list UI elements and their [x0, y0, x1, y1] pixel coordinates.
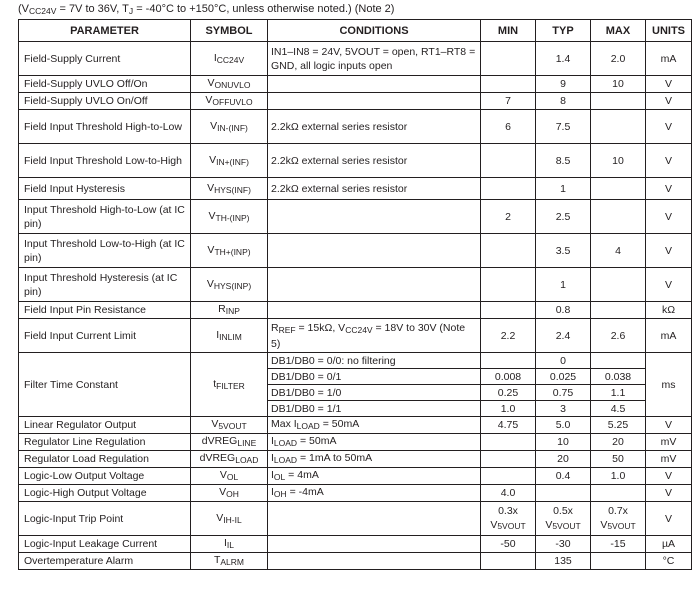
symbol-cell: dVREG$_{LOAD}$	[191, 451, 268, 468]
symbol-cell: $V_{OH}$	[191, 485, 268, 502]
min-cell: 2.2	[481, 319, 536, 353]
param-cell: Filter Time Constant	[19, 353, 191, 417]
table-row	[19, 353, 692, 369]
typ-cell: 0.75	[536, 385, 591, 401]
min-cell	[481, 451, 536, 468]
max-cell: 2.0	[591, 42, 646, 76]
conditions-cell: $I_{LOAD} = 50mA$	[268, 434, 481, 451]
param-cell: Field-Supply UVLO Off/On	[19, 76, 191, 93]
conditions-cell: $I_{OH} = -4mA$	[268, 485, 481, 502]
min-cell: 1.0	[481, 401, 536, 417]
max-cell	[591, 178, 646, 200]
typ-cell: 20	[536, 451, 591, 468]
max-cell: 1.0	[591, 468, 646, 485]
table-row	[19, 302, 692, 319]
typ-cell: -30	[536, 536, 591, 553]
units-cell: V	[646, 502, 692, 536]
table-row	[19, 234, 692, 268]
conditions-cell: DB1/DB0 = 0/0: no filtering	[268, 353, 481, 369]
min-cell: 4.75	[481, 417, 536, 434]
param-cell: Overtemperature Alarm	[19, 553, 191, 570]
symbol-cell: $V_{HYS(INF)}$	[191, 178, 268, 200]
header-min: MIN	[481, 20, 536, 42]
min-cell: 6	[481, 110, 536, 144]
header-units: UNITS	[646, 20, 692, 42]
max-cell	[591, 302, 646, 319]
symbol-cell: dVREG$_{LINE}$	[191, 434, 268, 451]
typ-cell: 3.5	[536, 234, 591, 268]
typ-cell: 1	[536, 268, 591, 302]
max-cell	[591, 553, 646, 570]
typ-cell: 0.5x V5VOUT	[536, 502, 591, 536]
table-row	[19, 42, 692, 76]
conditions-cell	[268, 268, 481, 302]
min-cell: 4.0	[481, 485, 536, 502]
param-cell: Input Threshold Low-to-High (at IC pin)	[19, 234, 191, 268]
units-cell: kΩ	[646, 302, 692, 319]
max-cell: 10	[591, 76, 646, 93]
max-cell: 20	[591, 434, 646, 451]
conditions-cell: Max $I_{LOAD} = 50mA$	[268, 417, 481, 434]
typ-cell: 10	[536, 434, 591, 451]
header-typ: TYP	[536, 20, 591, 42]
units-cell: V	[646, 268, 692, 302]
max-cell	[591, 200, 646, 234]
param-cell: Regulator Line Regulation	[19, 434, 191, 451]
table-row	[19, 553, 692, 570]
units-cell: mV	[646, 434, 692, 451]
param-cell: Logic-Input Trip Point	[19, 502, 191, 536]
table-row	[19, 93, 692, 110]
conditions-cell	[268, 200, 481, 234]
table-row	[19, 502, 692, 536]
min-cell	[481, 144, 536, 178]
param-cell: Field-Supply Current	[19, 42, 191, 76]
typ-cell: 8.5	[536, 144, 591, 178]
units-cell: V	[646, 76, 692, 93]
symbol-cell: $I_{INLIM}$	[191, 319, 268, 353]
table-row	[19, 468, 692, 485]
table-row	[19, 76, 692, 93]
symbol-cell: $V_{HYS(INP)}$	[191, 268, 268, 302]
conditions-cell: DB1/DB0 = 1/1	[268, 401, 481, 417]
max-cell	[591, 485, 646, 502]
units-cell: V	[646, 234, 692, 268]
symbol-cell: $V_{IN-(INF)}$	[191, 110, 268, 144]
typ-cell: 0.025	[536, 369, 591, 385]
min-cell: -50	[481, 536, 536, 553]
header-conditions: CONDITIONS	[268, 20, 481, 42]
min-cell	[481, 468, 536, 485]
symbol-cell: $I_{IL}$	[191, 536, 268, 553]
typ-cell: 1.4	[536, 42, 591, 76]
symbol-cell: $V_{IN+(INF)}$	[191, 144, 268, 178]
conditions-cell	[268, 553, 481, 570]
typ-cell: 1	[536, 178, 591, 200]
units-cell: V	[646, 468, 692, 485]
units-cell: V	[646, 93, 692, 110]
param-cell: Regulator Load Regulation	[19, 451, 191, 468]
conditions-cell	[268, 536, 481, 553]
conditions-cell	[268, 502, 481, 536]
min-cell	[481, 76, 536, 93]
max-cell: 4.5	[591, 401, 646, 417]
table-row	[19, 417, 692, 434]
conditions-cell: DB1/DB0 = 1/0	[268, 385, 481, 401]
units-cell: mA	[646, 319, 692, 353]
conditions-cell: $I_{OL} = 4mA$	[268, 468, 481, 485]
max-cell: 50	[591, 451, 646, 468]
units-cell: V	[646, 110, 692, 144]
units-cell: mA	[646, 42, 692, 76]
table-row	[19, 319, 692, 353]
max-cell: -15	[591, 536, 646, 553]
typ-cell: 0	[536, 353, 591, 369]
typ-cell: 0.8	[536, 302, 591, 319]
param-cell: Linear Regulator Output	[19, 417, 191, 434]
max-cell	[591, 110, 646, 144]
max-cell: 1.1	[591, 385, 646, 401]
param-cell: Logic-High Output Voltage	[19, 485, 191, 502]
conditions-cell	[268, 93, 481, 110]
param-cell: Field Input Current Limit	[19, 319, 191, 353]
param-cell: Field-Supply UVLO On/Off	[19, 93, 191, 110]
table-row	[19, 536, 692, 553]
max-cell: 0.038	[591, 369, 646, 385]
min-cell: 2	[481, 200, 536, 234]
typ-cell: 8	[536, 93, 591, 110]
conditions-cell: $R_{REF} = 15k\Omega$, $V_{CC24V} = 18V$ to 30V (Note 5)	[268, 319, 481, 353]
symbol-cell: $V_{5VOUT}$	[191, 417, 268, 434]
table-row	[19, 268, 692, 302]
table-row	[19, 200, 692, 234]
min-cell	[481, 234, 536, 268]
symbol-cell: $V_{OFFUVLO}$	[191, 93, 268, 110]
table-row	[19, 451, 692, 468]
conditions-cell	[268, 76, 481, 93]
units-cell: °C	[646, 553, 692, 570]
units-cell: µA	[646, 536, 692, 553]
symbol-cell: $I_{CC24V}$	[191, 42, 268, 76]
min-cell: 0.25	[481, 385, 536, 401]
conditions-cell: 2.2kΩ external series resistor	[268, 178, 481, 200]
max-cell	[591, 93, 646, 110]
min-cell: 0.008	[481, 369, 536, 385]
symbol-cell: $V_{ONUVLO}$	[191, 76, 268, 93]
typ-cell: 2.5	[536, 200, 591, 234]
header-row	[19, 20, 692, 42]
symbol-cell: $t_{FILTER}$	[191, 353, 268, 417]
conditions-cell	[268, 234, 481, 268]
param-cell: Field Input Threshold High-to-Low	[19, 110, 191, 144]
units-cell: V	[646, 178, 692, 200]
min-cell	[481, 302, 536, 319]
conditions-cell: 2.2kΩ external series resistor	[268, 110, 481, 144]
min-cell	[481, 353, 536, 369]
max-cell	[591, 268, 646, 302]
param-cell: Field Input Pin Resistance	[19, 302, 191, 319]
table-row	[19, 144, 692, 178]
table-row	[19, 434, 692, 451]
electrical-characteristics-table	[18, 19, 692, 570]
conditions-cell	[268, 302, 481, 319]
param-cell: Input Threshold High-to-Low (at IC pin)	[19, 200, 191, 234]
table-row	[19, 485, 692, 502]
min-cell	[481, 178, 536, 200]
max-cell: 10	[591, 144, 646, 178]
units-cell: V	[646, 200, 692, 234]
symbol-cell: $R_{INP}$	[191, 302, 268, 319]
typ-cell: 7.5	[536, 110, 591, 144]
conditions-note: ($V_{CC24V} = 7V$ to 36V, $T_J = -40^\circ C$ to +150°C, unless otherwise noted.) (Note 2)	[18, 3, 395, 16]
units-cell: V	[646, 485, 692, 502]
typ-cell	[536, 485, 591, 502]
conditions-cell: $I_{LOAD} = 1mA$ to 50mA	[268, 451, 481, 468]
max-cell: 4	[591, 234, 646, 268]
max-cell: 0.7x V5VOUT	[591, 502, 646, 536]
typ-cell: 2.4	[536, 319, 591, 353]
typ-cell: 5.0	[536, 417, 591, 434]
typ-cell: 9	[536, 76, 591, 93]
min-cell	[481, 434, 536, 451]
param-cell: Logic-Low Output Voltage	[19, 468, 191, 485]
symbol-cell: $V_{TH-(INP)}$	[191, 200, 268, 234]
conditions-cell: DB1/DB0 = 0/1	[268, 369, 481, 385]
symbol-cell: $V_{IH-IL}$	[191, 502, 268, 536]
table-row	[19, 110, 692, 144]
max-cell: 5.25	[591, 417, 646, 434]
min-cell	[481, 268, 536, 302]
param-cell: Logic-Input Leakage Current	[19, 536, 191, 553]
table-row	[19, 178, 692, 200]
units-cell: mV	[646, 451, 692, 468]
max-cell: 2.6	[591, 319, 646, 353]
param-cell: Field Input Hysteresis	[19, 178, 191, 200]
min-cell: 0.3x V5VOUT	[481, 502, 536, 536]
min-cell: 7	[481, 93, 536, 110]
param-cell: Input Threshold Hysteresis (at IC pin)	[19, 268, 191, 302]
symbol-cell: $T_{ALRM}$	[191, 553, 268, 570]
units-cell: V	[646, 144, 692, 178]
conditions-cell: IN1–IN8 = 24V, 5VOUT = open, RT1–RT8 = GND, all logic inputs open	[268, 42, 481, 76]
param-cell: Field Input Threshold Low-to-High	[19, 144, 191, 178]
typ-cell: 0.4	[536, 468, 591, 485]
typ-cell: 135	[536, 553, 591, 570]
header-parameter: PARAMETER	[19, 20, 191, 42]
units-cell: V	[646, 417, 692, 434]
conditions-cell: 2.2kΩ external series resistor	[268, 144, 481, 178]
typ-cell: 3	[536, 401, 591, 417]
symbol-cell: $V_{OL}$	[191, 468, 268, 485]
header-max: MAX	[591, 20, 646, 42]
min-cell	[481, 553, 536, 570]
max-cell	[591, 353, 646, 369]
header-symbol: SYMBOL	[191, 20, 268, 42]
min-cell	[481, 42, 536, 76]
units-cell: ms	[646, 353, 692, 417]
symbol-cell: $V_{TH+(INP)}$	[191, 234, 268, 268]
